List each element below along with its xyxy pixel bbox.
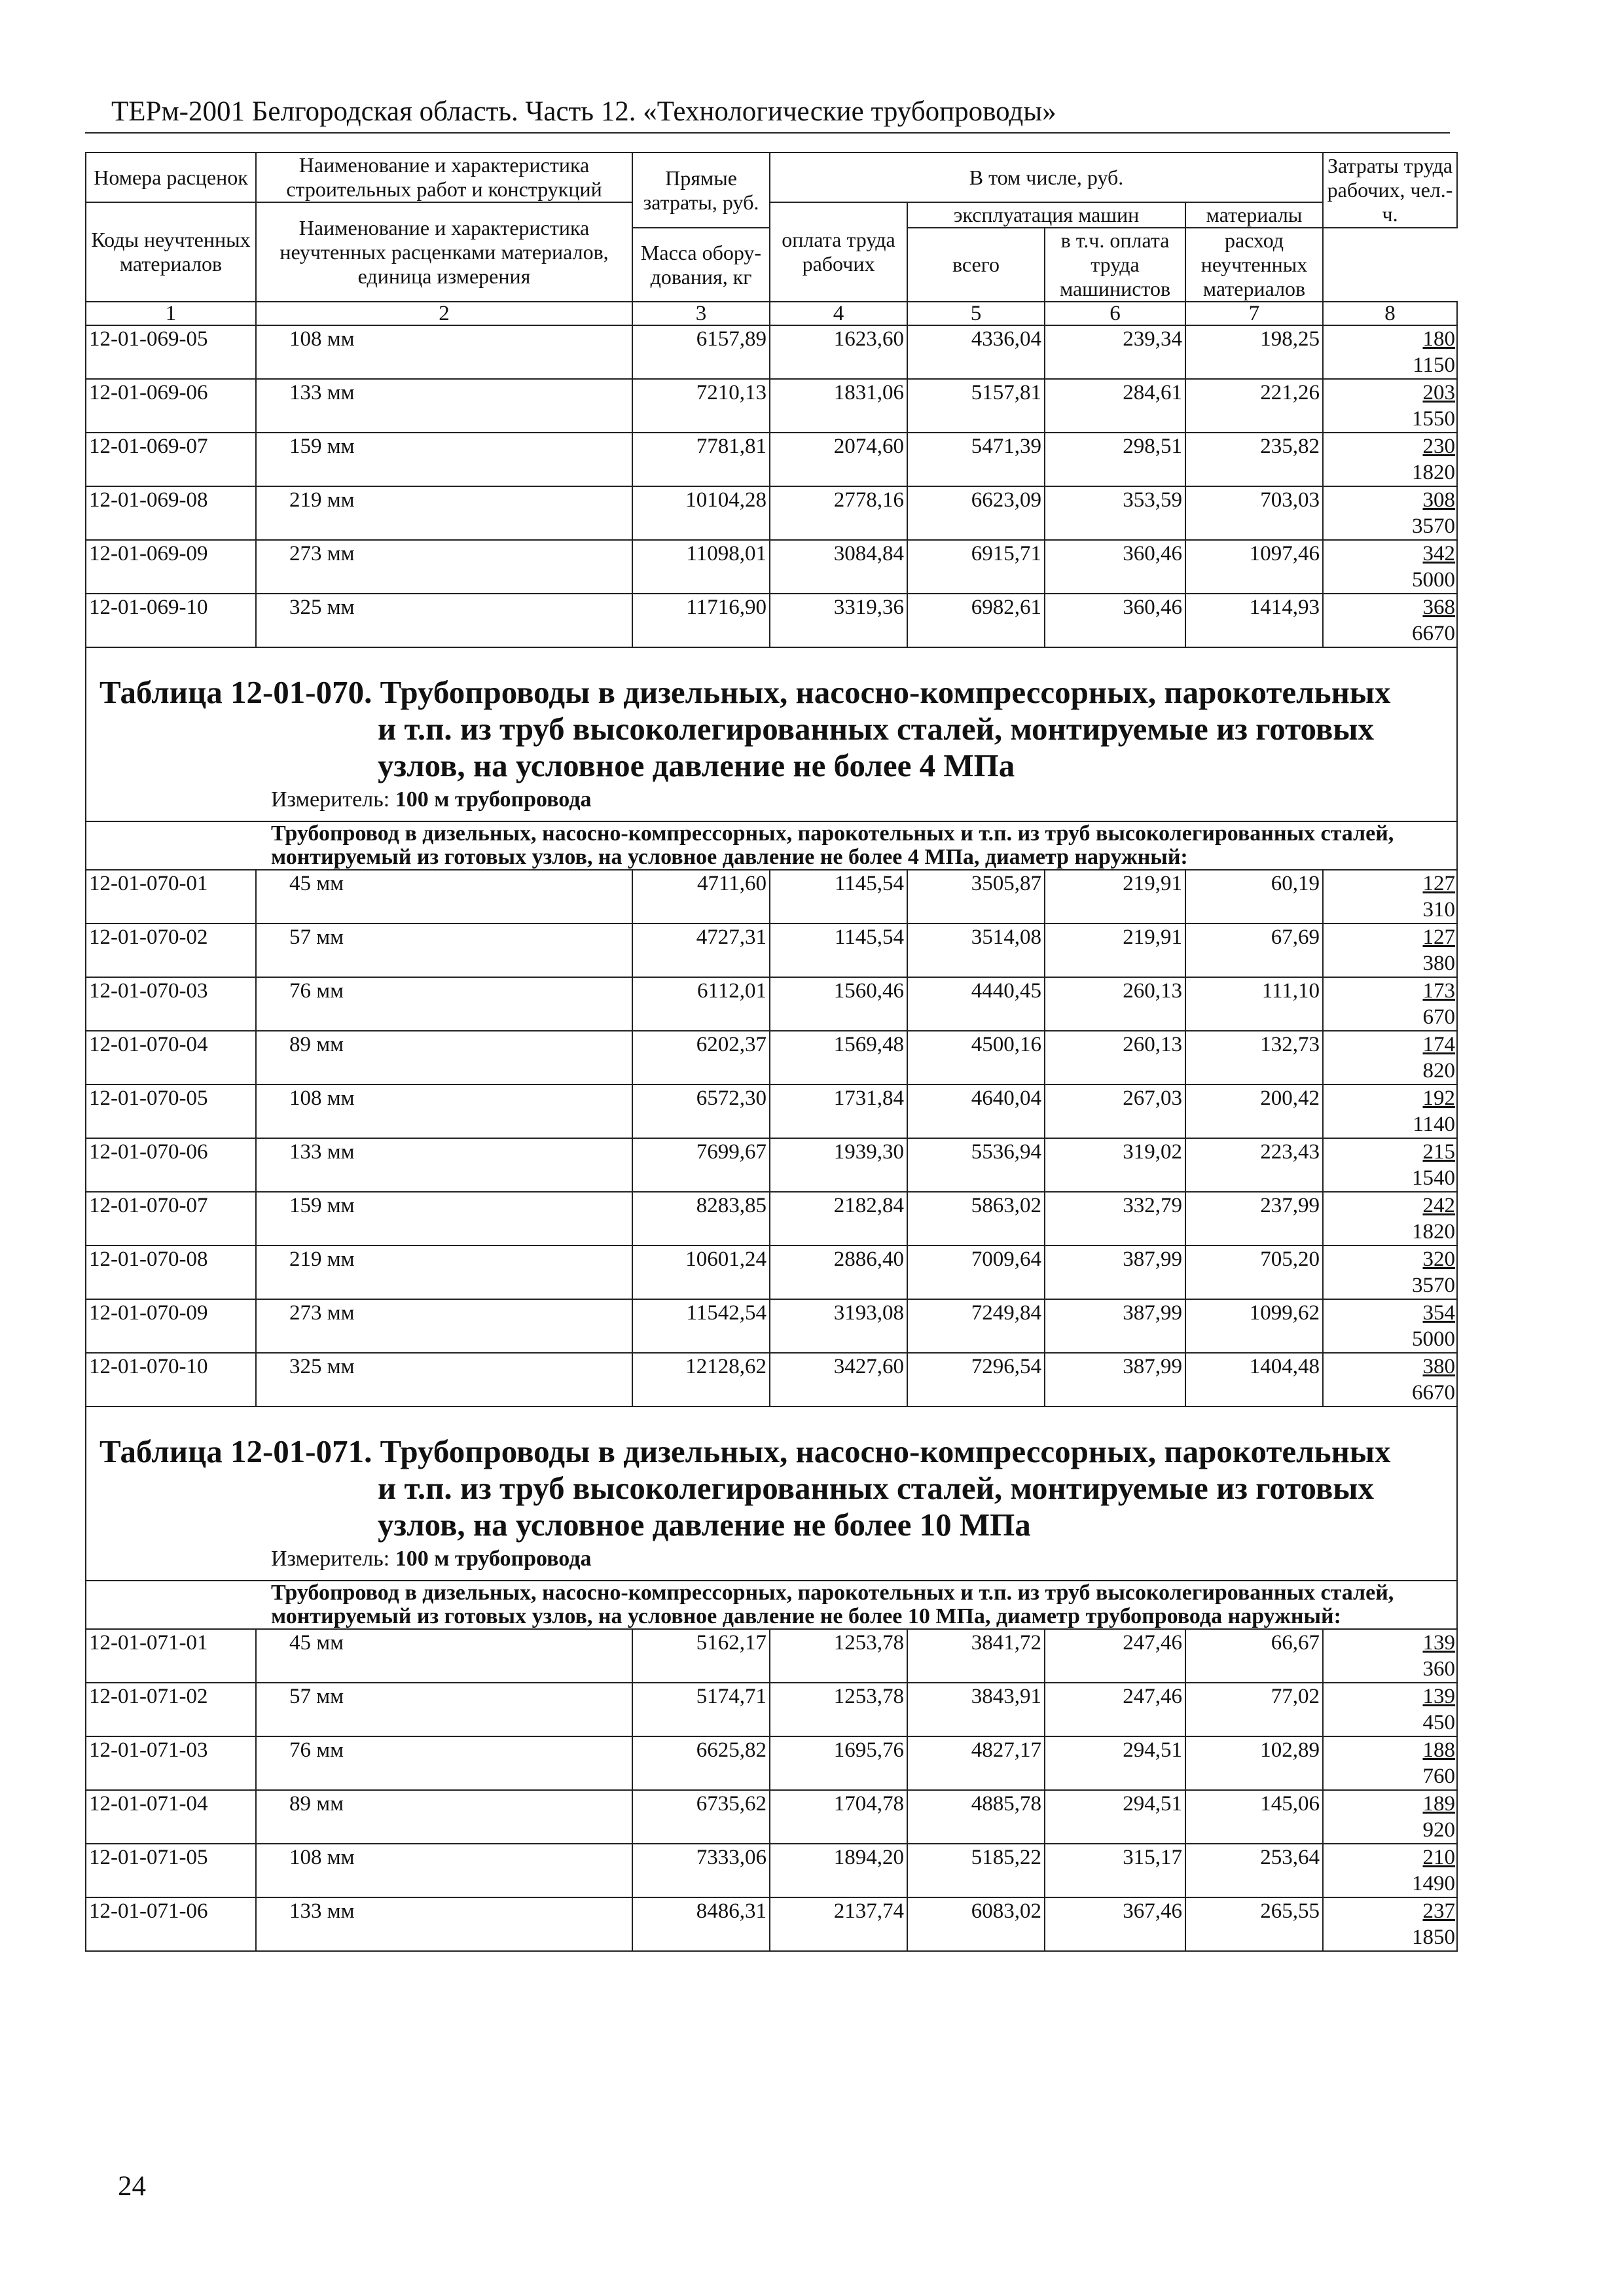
- labor-mass-cell: [1323, 486, 1457, 540]
- equipment-mass: 1550: [1412, 407, 1456, 431]
- material-cost: 145,06: [1185, 1790, 1323, 1844]
- rate-name: 89 мм: [256, 1031, 632, 1085]
- equipment-mass: 450: [1422, 1711, 1456, 1734]
- labor-hours: 368: [1422, 596, 1456, 619]
- col-codes-bottom: Коды неучтенных материалов: [86, 202, 256, 302]
- machinist-wage: 353,59: [1045, 486, 1185, 540]
- labor-mass-cell: [1323, 540, 1457, 594]
- wage-cost: 1939,30: [770, 1138, 907, 1192]
- table-row: [86, 977, 1457, 1031]
- machinist-wage: 219,91: [1045, 870, 1185, 924]
- table-row: [86, 1683, 1457, 1736]
- meter-label: Измеритель:: [271, 1547, 390, 1571]
- rate-name: 108 мм: [256, 325, 632, 379]
- table-row: [86, 870, 1457, 924]
- table-row: [86, 433, 1457, 486]
- material-cost: 253,64: [1185, 1844, 1323, 1897]
- equipment-mass: 310: [1422, 898, 1456, 922]
- col-number: 6: [1045, 302, 1185, 325]
- col-number: 7: [1185, 302, 1323, 325]
- col-name-top: Наименование и характеристика строительных работ и конструкций: [256, 152, 632, 202]
- col-number: 8: [1323, 302, 1457, 325]
- machinist-wage: 387,99: [1045, 1246, 1185, 1299]
- rate-code: 12-01-070-04: [86, 1031, 256, 1085]
- machine-cost: 4500,16: [907, 1031, 1045, 1085]
- wage-cost: 2182,84: [770, 1192, 907, 1246]
- labor-mass-cell: [1323, 1299, 1457, 1353]
- machine-cost: 3841,72: [907, 1629, 1045, 1683]
- labor-mass-cell: [1323, 1790, 1457, 1844]
- rate-code: 12-01-071-04: [86, 1790, 256, 1844]
- direct-cost: 5162,17: [632, 1629, 770, 1683]
- machine-cost: 5157,81: [907, 379, 1045, 433]
- rate-name: 133 мм: [256, 379, 632, 433]
- rate-code: 12-01-069-10: [86, 594, 256, 647]
- material-cost: 703,03: [1185, 486, 1323, 540]
- col-number: 5: [907, 302, 1045, 325]
- table-row: [86, 594, 1457, 647]
- equipment-mass: 1820: [1412, 1220, 1456, 1244]
- col-labor: Затраты труда рабочих, чел.-ч.: [1323, 152, 1457, 228]
- machinist-wage: 260,13: [1045, 977, 1185, 1031]
- machine-cost: 4827,17: [907, 1736, 1045, 1790]
- machinist-wage: 387,99: [1045, 1299, 1185, 1353]
- labor-hours: 203: [1422, 381, 1456, 404]
- direct-cost: 11098,01: [632, 540, 770, 594]
- equipment-mass: 380: [1422, 952, 1456, 975]
- col-wage: оплата труда рабочих: [770, 202, 907, 302]
- col-number: 1: [86, 302, 256, 325]
- table-title: [99, 674, 1430, 784]
- direct-cost: 10104,28: [632, 486, 770, 540]
- rate-code: 12-01-070-02: [86, 924, 256, 977]
- table-row: [86, 540, 1457, 594]
- direct-cost: 7333,06: [632, 1844, 770, 1897]
- material-cost: 235,82: [1185, 433, 1323, 486]
- header-rule: [85, 132, 1450, 134]
- col-machines-total: всего: [907, 228, 1045, 302]
- machinist-wage: 284,61: [1045, 379, 1185, 433]
- material-cost: 132,73: [1185, 1031, 1323, 1085]
- col-direct: Прямые затраты, руб.: [632, 152, 770, 228]
- meter-value: 100 м трубопровода: [395, 787, 592, 812]
- machine-cost: 5536,94: [907, 1138, 1045, 1192]
- labor-hours: 192: [1422, 1086, 1456, 1110]
- machinist-wage: 239,34: [1045, 325, 1185, 379]
- labor-mass-cell: [1323, 977, 1457, 1031]
- wage-cost: 1560,46: [770, 977, 907, 1031]
- table-row: [86, 1897, 1457, 1951]
- rate-code: 12-01-071-02: [86, 1683, 256, 1736]
- labor-hours: 139: [1422, 1631, 1456, 1655]
- col-name-bottom: Наименование и характеристика неучтенных расценками материалов, единица измерения: [256, 202, 632, 302]
- meter-line: [99, 1546, 1430, 1572]
- equipment-mass: 1540: [1412, 1166, 1456, 1190]
- rate-name: 57 мм: [256, 924, 632, 977]
- table-row: [86, 325, 1457, 379]
- rate-name: 133 мм: [256, 1897, 632, 1951]
- machinist-wage: 298,51: [1045, 433, 1185, 486]
- rate-name: 76 мм: [256, 977, 632, 1031]
- wage-cost: 2778,16: [770, 486, 907, 540]
- labor-mass-cell: [1323, 1031, 1457, 1085]
- labor-mass-cell: [1323, 924, 1457, 977]
- rate-name: 219 мм: [256, 1246, 632, 1299]
- table-row: [86, 1629, 1457, 1683]
- rate-name: 273 мм: [256, 540, 632, 594]
- column-numbers-row: [86, 302, 1457, 325]
- material-cost: 705,20: [1185, 1246, 1323, 1299]
- wage-cost: 2137,74: [770, 1897, 907, 1951]
- rate-name: 108 мм: [256, 1844, 632, 1897]
- col-materials: материалы: [1185, 202, 1323, 228]
- labor-hours: 320: [1422, 1247, 1456, 1271]
- rate-name: 159 мм: [256, 1192, 632, 1246]
- rate-code: 12-01-071-01: [86, 1629, 256, 1683]
- material-cost: 111,10: [1185, 977, 1323, 1031]
- col-machines: эксплуатация машин: [907, 202, 1185, 228]
- equipment-mass: 1820: [1412, 461, 1456, 484]
- rate-name: 89 мм: [256, 1790, 632, 1844]
- labor-hours: 215: [1422, 1140, 1456, 1164]
- rate-code: 12-01-069-07: [86, 433, 256, 486]
- page-header: ТЕРм-2001 Белгородская область. Часть 12. «Технологические трубопроводы»: [111, 96, 1056, 127]
- direct-cost: 10601,24: [632, 1246, 770, 1299]
- material-cost: 237,99: [1185, 1192, 1323, 1246]
- material-cost: 77,02: [1185, 1683, 1323, 1736]
- rate-code: 12-01-069-08: [86, 486, 256, 540]
- labor-hours: 242: [1422, 1194, 1456, 1217]
- table-row: [86, 1844, 1457, 1897]
- col-unaccounted: расход неучтенных материалов: [1185, 228, 1323, 302]
- rate-code: 12-01-070-03: [86, 977, 256, 1031]
- direct-cost: 8486,31: [632, 1897, 770, 1951]
- labor-mass-cell: [1323, 1683, 1457, 1736]
- wage-cost: 1145,54: [770, 924, 907, 977]
- description-row: [86, 1581, 1457, 1629]
- material-cost: 198,25: [1185, 325, 1323, 379]
- col-machinists: в т.ч. оплата труда машинистов: [1045, 228, 1185, 302]
- rate-code: 12-01-070-08: [86, 1246, 256, 1299]
- material-cost: 66,67: [1185, 1629, 1323, 1683]
- labor-mass-cell: [1323, 1844, 1457, 1897]
- section-description: Трубопровод в дизельных, насосно-компрессорных, парокотельных и т.п. из труб высоколегированных сталей, монтируемый из готовых узлов, на условное давление не более 10 МПа, диаметр трубопровода наружный:: [86, 1581, 1457, 1629]
- col-number: 4: [770, 302, 907, 325]
- machine-cost: 3843,91: [907, 1683, 1045, 1736]
- meter-line: [99, 787, 1430, 813]
- labor-hours: 180: [1422, 327, 1456, 351]
- direct-cost: 6625,82: [632, 1736, 770, 1790]
- direct-cost: 6202,37: [632, 1031, 770, 1085]
- equipment-mass: 1490: [1412, 1872, 1456, 1895]
- direct-cost: 7210,13: [632, 379, 770, 433]
- rate-code: 12-01-069-05: [86, 325, 256, 379]
- wage-cost: 1623,60: [770, 325, 907, 379]
- labor-mass-cell: [1323, 1246, 1457, 1299]
- wage-cost: 1253,78: [770, 1683, 907, 1736]
- labor-mass-cell: [1323, 870, 1457, 924]
- rate-name: 45 мм: [256, 1629, 632, 1683]
- rate-name: 273 мм: [256, 1299, 632, 1353]
- labor-hours: 127: [1422, 872, 1456, 895]
- meter-label: Измеритель:: [271, 787, 390, 812]
- rate-code: 12-01-070-07: [86, 1192, 256, 1246]
- labor-hours: 342: [1422, 542, 1456, 565]
- rate-code: 12-01-070-01: [86, 870, 256, 924]
- table-title-line: Таблица 12-01-071. Трубопроводы в дизельных, насосно-компрессорных, парокотельных: [99, 1433, 1391, 1469]
- wage-cost: 2074,60: [770, 433, 907, 486]
- rate-name: 325 мм: [256, 594, 632, 647]
- machine-cost: 4440,45: [907, 977, 1045, 1031]
- equipment-mass: 3570: [1412, 1274, 1456, 1297]
- wage-cost: 1831,06: [770, 379, 907, 433]
- machine-cost: 5471,39: [907, 433, 1045, 486]
- rate-code: 12-01-069-06: [86, 379, 256, 433]
- labor-hours: 210: [1422, 1846, 1456, 1869]
- header-row-2: [86, 202, 1457, 228]
- rate-name: 108 мм: [256, 1085, 632, 1138]
- table-title-cell: [86, 647, 1457, 821]
- material-cost: 200,42: [1185, 1085, 1323, 1138]
- machinist-wage: 332,79: [1045, 1192, 1185, 1246]
- col-incl: В том числе, руб.: [770, 152, 1323, 202]
- labor-hours: 308: [1422, 488, 1456, 512]
- direct-cost: 6112,01: [632, 977, 770, 1031]
- table-row: [86, 379, 1457, 433]
- rates-table: [85, 152, 1458, 1952]
- material-cost: 1097,46: [1185, 540, 1323, 594]
- page-number: 24: [118, 2171, 146, 2202]
- material-cost: 1404,48: [1185, 1353, 1323, 1407]
- rate-code: 12-01-070-06: [86, 1138, 256, 1192]
- rate-name: 45 мм: [256, 870, 632, 924]
- meter-value: 100 м трубопровода: [395, 1547, 592, 1571]
- direct-cost: 11542,54: [632, 1299, 770, 1353]
- equipment-mass: 360: [1422, 1657, 1456, 1681]
- col-mass: Масса обору-дования, кг: [632, 228, 770, 302]
- direct-cost: 6157,89: [632, 325, 770, 379]
- rate-code: 12-01-071-03: [86, 1736, 256, 1790]
- wage-cost: 1894,20: [770, 1844, 907, 1897]
- table-row: [86, 1353, 1457, 1407]
- table-title-row: [86, 1407, 1457, 1581]
- direct-cost: 11716,90: [632, 594, 770, 647]
- equipment-mass: 760: [1422, 1765, 1456, 1788]
- table-title: [99, 1433, 1430, 1543]
- table-row: [86, 1790, 1457, 1844]
- direct-cost: 12128,62: [632, 1353, 770, 1407]
- machine-cost: 6083,02: [907, 1897, 1045, 1951]
- rate-code: 12-01-070-09: [86, 1299, 256, 1353]
- machine-cost: 4885,78: [907, 1790, 1045, 1844]
- table-title-line: и т.п. из труб высоколегированных сталей, монтируемые из готовых: [378, 711, 1375, 747]
- table-row: [86, 1085, 1457, 1138]
- machinist-wage: 367,46: [1045, 1897, 1185, 1951]
- machine-cost: 3514,08: [907, 924, 1045, 977]
- table-title-line: узлов, на условное давление не более 4 МПа: [378, 747, 1015, 783]
- labor-mass-cell: [1323, 433, 1457, 486]
- labor-mass-cell: [1323, 1192, 1457, 1246]
- rate-code: 12-01-070-05: [86, 1085, 256, 1138]
- machine-cost: 7296,54: [907, 1353, 1045, 1407]
- col-number: 3: [632, 302, 770, 325]
- labor-mass-cell: [1323, 1897, 1457, 1951]
- material-cost: 102,89: [1185, 1736, 1323, 1790]
- direct-cost: 6735,62: [632, 1790, 770, 1844]
- wage-cost: 3427,60: [770, 1353, 907, 1407]
- labor-hours: 188: [1422, 1738, 1456, 1762]
- machinist-wage: 219,91: [1045, 924, 1185, 977]
- direct-cost: 6572,30: [632, 1085, 770, 1138]
- material-cost: 223,43: [1185, 1138, 1323, 1192]
- wage-cost: 1704,78: [770, 1790, 907, 1844]
- material-cost: 60,19: [1185, 870, 1323, 924]
- labor-mass-cell: [1323, 1138, 1457, 1192]
- section-description: Трубопровод в дизельных, насосно-компрессорных, парокотельных и т.п. из труб высоколегированных сталей, монтируемый из готовых узлов, на условное давление не более 4 МПа, диаметр наружный:: [86, 821, 1457, 870]
- machinist-wage: 267,03: [1045, 1085, 1185, 1138]
- machinist-wage: 294,51: [1045, 1736, 1185, 1790]
- equipment-mass: 820: [1422, 1059, 1456, 1083]
- labor-hours: 127: [1422, 925, 1456, 949]
- table-title-line: узлов, на условное давление не более 10 МПа: [378, 1507, 1031, 1543]
- col-codes-top: Номера расценок: [86, 152, 256, 202]
- machinist-wage: 247,46: [1045, 1683, 1185, 1736]
- labor-mass-cell: [1323, 379, 1457, 433]
- table-row: [86, 1031, 1457, 1085]
- wage-cost: 2886,40: [770, 1246, 907, 1299]
- wage-cost: 3084,84: [770, 540, 907, 594]
- table-row: [86, 924, 1457, 977]
- wage-cost: 1253,78: [770, 1629, 907, 1683]
- labor-hours: 189: [1422, 1792, 1456, 1816]
- wage-cost: 3193,08: [770, 1299, 907, 1353]
- table-title-row: [86, 647, 1457, 821]
- machine-cost: 4336,04: [907, 325, 1045, 379]
- machinist-wage: 315,17: [1045, 1844, 1185, 1897]
- machine-cost: 7249,84: [907, 1299, 1045, 1353]
- rate-code: 12-01-069-09: [86, 540, 256, 594]
- table-row: [86, 1246, 1457, 1299]
- header-row-1: [86, 152, 1457, 202]
- direct-cost: 7781,81: [632, 433, 770, 486]
- labor-hours: 380: [1422, 1355, 1456, 1378]
- wage-cost: 1145,54: [770, 870, 907, 924]
- direct-cost: 5174,71: [632, 1683, 770, 1736]
- labor-hours: 237: [1422, 1899, 1456, 1923]
- direct-cost: 7699,67: [632, 1138, 770, 1192]
- material-cost: 67,69: [1185, 924, 1323, 977]
- machinist-wage: 360,46: [1045, 594, 1185, 647]
- equipment-mass: 6670: [1412, 1381, 1456, 1405]
- equipment-mass: 1850: [1412, 1926, 1456, 1949]
- labor-mass-cell: [1323, 325, 1457, 379]
- machinist-wage: 360,46: [1045, 540, 1185, 594]
- labor-mass-cell: [1323, 1085, 1457, 1138]
- rate-name: 133 мм: [256, 1138, 632, 1192]
- machine-cost: 6915,71: [907, 540, 1045, 594]
- material-cost: 265,55: [1185, 1897, 1323, 1951]
- equipment-mass: 920: [1422, 1818, 1456, 1842]
- rate-code: 12-01-070-10: [86, 1353, 256, 1407]
- machinist-wage: 387,99: [1045, 1353, 1185, 1407]
- rates-table-container: [85, 152, 1456, 1952]
- table-row: [86, 1299, 1457, 1353]
- rate-code: 12-01-071-06: [86, 1897, 256, 1951]
- material-cost: 1099,62: [1185, 1299, 1323, 1353]
- direct-cost: 4711,60: [632, 870, 770, 924]
- machinist-wage: 319,02: [1045, 1138, 1185, 1192]
- material-cost: 221,26: [1185, 379, 1323, 433]
- wage-cost: 1569,48: [770, 1031, 907, 1085]
- rate-name: 57 мм: [256, 1683, 632, 1736]
- rate-name: 219 мм: [256, 486, 632, 540]
- rate-name: 159 мм: [256, 433, 632, 486]
- table-title-line: Таблица 12-01-070. Трубопроводы в дизельных, насосно-компрессорных, парокотельных: [99, 674, 1391, 710]
- machine-cost: 5863,02: [907, 1192, 1045, 1246]
- machine-cost: 5185,22: [907, 1844, 1045, 1897]
- table-title-line: и т.п. из труб высоколегированных сталей, монтируемые из готовых: [378, 1470, 1375, 1506]
- equipment-mass: 5000: [1412, 1327, 1456, 1351]
- table-row: [86, 1736, 1457, 1790]
- machine-cost: 6623,09: [907, 486, 1045, 540]
- rate-code: 12-01-071-05: [86, 1844, 256, 1897]
- direct-cost: 8283,85: [632, 1192, 770, 1246]
- col-number: 2: [256, 302, 632, 325]
- machine-cost: 7009,64: [907, 1246, 1045, 1299]
- labor-mass-cell: [1323, 1353, 1457, 1407]
- equipment-mass: 3570: [1412, 514, 1456, 538]
- wage-cost: 1695,76: [770, 1736, 907, 1790]
- labor-hours: 173: [1422, 979, 1456, 1003]
- labor-hours: 354: [1422, 1301, 1456, 1325]
- labor-hours: 174: [1422, 1033, 1456, 1056]
- wage-cost: 1731,84: [770, 1085, 907, 1138]
- rate-name: 325 мм: [256, 1353, 632, 1407]
- machinist-wage: 247,46: [1045, 1629, 1185, 1683]
- direct-cost: 4727,31: [632, 924, 770, 977]
- table-row: [86, 1192, 1457, 1246]
- table-title-cell: [86, 1407, 1457, 1581]
- labor-mass-cell: [1323, 1629, 1457, 1683]
- equipment-mass: 6670: [1412, 622, 1456, 645]
- labor-hours: 230: [1422, 435, 1456, 458]
- equipment-mass: 670: [1422, 1005, 1456, 1029]
- labor-hours: 139: [1422, 1685, 1456, 1708]
- labor-mass-cell: [1323, 594, 1457, 647]
- rate-name: 76 мм: [256, 1736, 632, 1790]
- table-row: [86, 486, 1457, 540]
- equipment-mass: 1140: [1413, 1113, 1456, 1136]
- material-cost: 1414,93: [1185, 594, 1323, 647]
- machinist-wage: 294,51: [1045, 1790, 1185, 1844]
- equipment-mass: 1150: [1413, 353, 1456, 377]
- machinist-wage: 260,13: [1045, 1031, 1185, 1085]
- labor-mass-cell: [1323, 1736, 1457, 1790]
- machine-cost: 4640,04: [907, 1085, 1045, 1138]
- description-row: [86, 821, 1457, 870]
- equipment-mass: 5000: [1412, 568, 1456, 592]
- wage-cost: 3319,36: [770, 594, 907, 647]
- table-row: [86, 1138, 1457, 1192]
- machine-cost: 3505,87: [907, 870, 1045, 924]
- machine-cost: 6982,61: [907, 594, 1045, 647]
